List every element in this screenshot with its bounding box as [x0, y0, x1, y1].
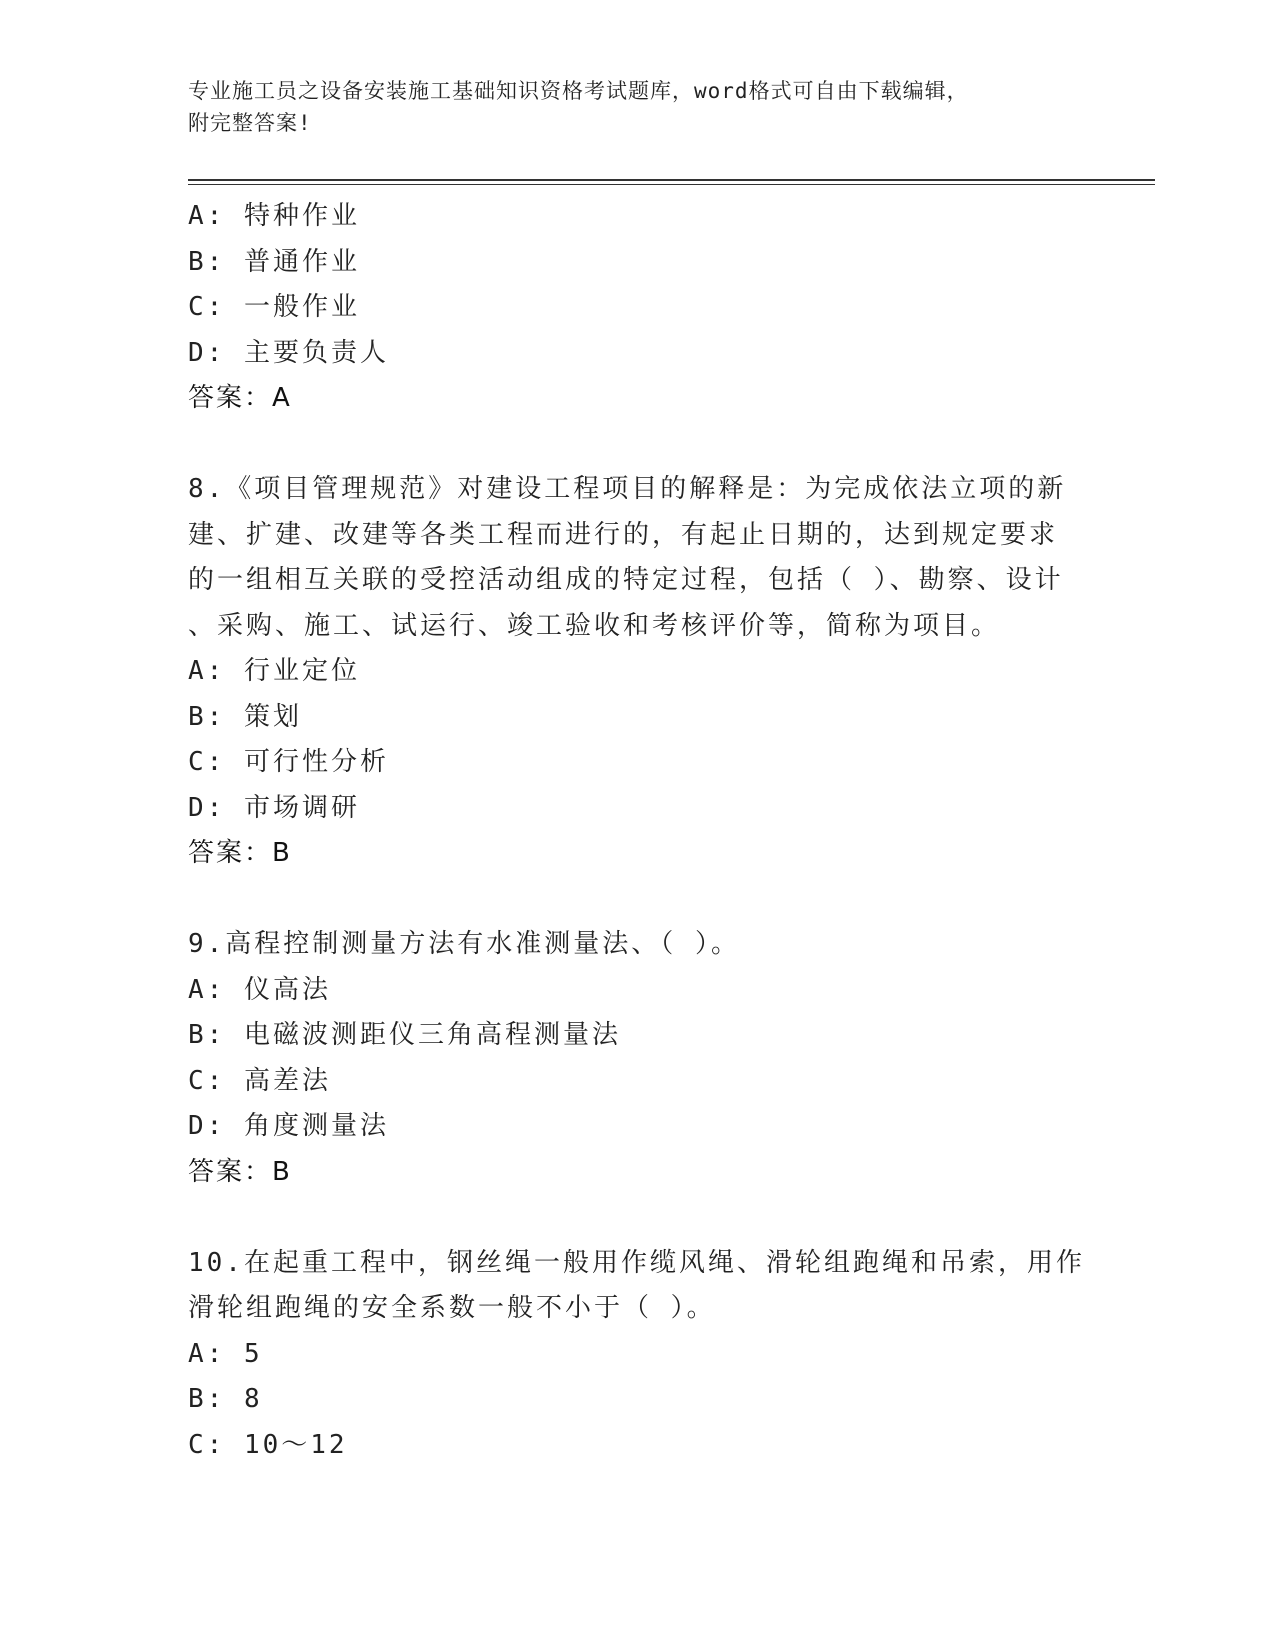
answer: 答案：A	[188, 383, 292, 413]
option-c: C: 可行性分析	[188, 747, 389, 777]
option-c: C: 10～12	[188, 1429, 348, 1460]
option-b: B: 普通作业	[188, 246, 360, 277]
question-stem-line: 8.《项目管理规范》对建设工程项目的解释是：为完成依法立项的新	[188, 474, 1067, 504]
option-c: C: 高差法	[188, 1065, 331, 1096]
spacer	[188, 1195, 1088, 1241]
question-stem-line: 建、扩建、改建等各类工程而进行的，有起止日期的，达到规定要求	[188, 519, 1059, 550]
question-10	[188, 1241, 1088, 1469]
answer: 答案：B	[188, 838, 292, 868]
option-d: D: 主要负责人	[188, 337, 389, 368]
question-stem-line: 的一组相互关联的受控活动组成的特定过程，包括（ ）、勘察、设计	[188, 565, 1064, 595]
question-stem-line: 滑轮组跑绳的安全系数一般不小于（ ）。	[188, 1293, 716, 1323]
header-divider-thick	[188, 179, 1155, 181]
option-a: A: 仪高法	[188, 974, 331, 1005]
option-a: A: 5	[188, 1338, 263, 1369]
option-b: B: 电磁波测距仪三角高程测量法	[188, 1020, 621, 1050]
document-header	[188, 75, 1088, 139]
question-stem-line: 9.高程控制测量方法有水准测量法、（ ）。	[188, 929, 740, 959]
question-8	[188, 467, 1088, 877]
header-line-2: 附完整答案!	[188, 111, 312, 135]
option-a: A: 特种作业	[188, 201, 360, 231]
option-d: D: 角度测量法	[188, 1111, 389, 1141]
question-7	[188, 194, 1088, 422]
option-a: A: 行业定位	[188, 656, 360, 686]
question-stem-line: 10.在起重工程中，钢丝绳一般用作缆风绳、滑轮组跑绳和吊索，用作	[188, 1247, 1085, 1278]
question-stem-line: 、采购、施工、试运行、竣工验收和考核评价等，简称为项目。	[188, 610, 1001, 641]
answer: 答案：B	[188, 1156, 292, 1187]
header-line-1: 专业施工员之设备安装施工基础知识资格考试题库，word格式可自由下载编辑，	[188, 79, 969, 103]
header-divider-thin	[188, 184, 1155, 185]
question-9	[188, 922, 1088, 1195]
option-b: B: 策划	[188, 701, 302, 732]
option-d: D: 市场调研	[188, 792, 360, 823]
spacer	[188, 877, 1088, 923]
question-list	[188, 194, 1088, 1468]
option-c: C: 一般作业	[188, 292, 360, 322]
option-b: B: 8	[188, 1384, 263, 1414]
spacer	[188, 422, 1088, 468]
